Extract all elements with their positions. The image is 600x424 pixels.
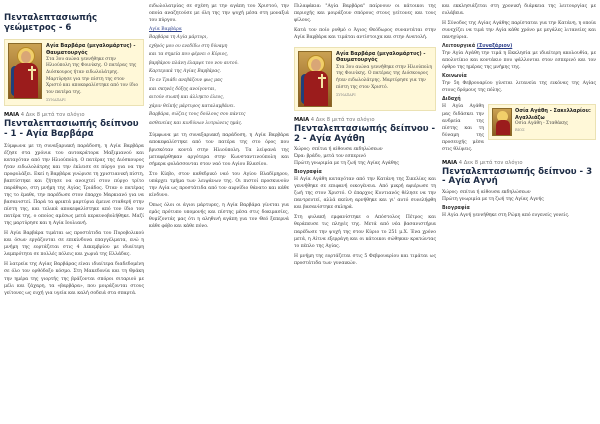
paragraph: και εκκλησιάζεται στη χρονική διάρκεια της λειτουργίας με ευλάβεια. <box>442 4 596 17</box>
saint-card[interactable] <box>4 39 144 106</box>
hymn: Βαρβάρα τη Αγία μάρτυρι, εχθρός μου ου ενεδίδω στη δύναμη και τα σημεία που φέρνει ο Κύριος, βαρβάρου πλάνη έλαμψε του νου αυτού. Καρτερικά της Αγίας Βαρβάρας. Το εν Τριάδι ανεβάζουν φως μας και σκηνές δόξης ανοίγονται, αιτούν σιωπή και άλληκτο έλεος, χάριν θεϊκής μάρτυρος καταλαμβάνει. Βαρβάρα, σώζεις τους δούλους σου πάντες ασθενείας και κινδύνων λυτρώνεις ημάς. <box>149 35 246 126</box>
icon-image <box>8 43 42 99</box>
column-1 <box>4 0 144 424</box>
card-description: Οσία Αγάθη - Σταθάκης <box>515 120 568 126</box>
paragraph: Κατά τον ποίο ρυθμό ο Άγιος Θεόδωρος συναντάται στην Αγία Βαρβάρα και τιμάται αντίστοιχα και στην Ανατολή. <box>294 28 436 41</box>
paragraph: Πιλαφάκια: "Αγία Βαρβάρα" παίρνουν οι κάτοικοι της περιοχής και μοιράζουν σπόρους στους γείτονες και τους φίλους. <box>294 4 436 24</box>
paragraph: Όπως όλοι οι άγιοι μάρτυρες, η Αγία Βαρβάρα γίνεται για εμάς πρότυπο υπομονής και πίστης μέσα στις δοκιμασίες, θυμίζοντάς μας ότι η αληθινή αγάπη για τον Θεό ξεπερνά κάθε φόβο και κάθε πόνο. <box>149 202 289 229</box>
article-title[interactable]: Πενταλεπτασιωπής δείπνου - 2 - Αγία Αγάθη <box>294 124 436 144</box>
paragraph: Την 5η Φεβρουαρίου γίνεται λιτανεία της εικόνας της Αγίας στους δρόμους της πόλης. <box>442 81 596 94</box>
post-meta: ΜΑΙΑ 4 Δεκ 8 μετά τον αλόγιο <box>442 159 523 166</box>
card-source: ΒΙΟΣ <box>515 128 525 133</box>
paragraph: Την Αγία Αγάθη την τιμά η Εκκλησία με ιδιαίτερη ακολουθία, με απολυτίκιο και κοντάκιο που ψάλλονται στον εσπερινό και τον όρθρο της ημέρας της μνήμης της. <box>442 51 596 71</box>
paragraph: Η Αγία Αγάθη μας διδάσκει την ανδρεία της πίστης και τη δύναμη της προσευχής μέσα στις θλίψεις. <box>442 104 484 152</box>
info-line: Ώρα: βράδυ, μετά τον εσπερινό <box>294 154 366 160</box>
paragraph: Η μνήμη της εορτάζεται στις 5 Φεβρουαρίου και τιμάται ως προστάτιδα των γυναικών. <box>294 253 436 266</box>
subheading: Βιογραφία <box>442 205 470 211</box>
card-title[interactable]: Αγία Βαρβάρα (μεγαλομάρτυς) - Θαυματουργός <box>46 43 136 56</box>
paragraph: Σύμφωνα με τη συναξαριακή παράδοση, η Αγία Βαρβάρα έζησε στα χρόνια του αυτοκράτορα Μαξιμιανού και καταγόταν από την Ηλιούπολη. Ο πατέρας της Διόσκουρος ήταν ειδωλολάτρης και την έκλεισε σε πύργο για να την προφυλάξει. Εκεί η Βαρβάρα γνώρισε τη χριστιανική πίστη, βαπτίστηκε και ζήτησε να ανοιχτεί στον πύργο τρίτο παράθυρο, στη μνήμη της Αγίας Τριάδος. Όταν ο πατέρας της το έμαθε, την παρέδωσε στον έπαρχο Μαρκιανό για να βασανιστεί. Παρά τα φρικτά μαρτύρια έμεινε σταθερή στην πίστη της, και τελικά αποκεφαλίστηκε από τον ίδιο τον πατέρα της, ο οποίος αμέσως μετά κεραυνοβολήθηκε. Μαζί της μαρτύρησε και η Αγία Ιουλιανή. <box>4 143 144 227</box>
saint-card[interactable] <box>294 47 436 111</box>
column-3 <box>294 0 436 424</box>
card-description: Στα 3ου αιώνα γεννήθηκε στην Ηλιούπολη της Φοινίκης. Ο πατέρας της Διόσκουρος ήταν ειδωλολάτρης. Μαρτύρησε για την πίστη της στον Χριστό και αποκεφαλίστηκε από τον ίδιο τον πατέρα της. <box>46 56 139 95</box>
section-title: Πενταλεπτασιωπής γεώμετρος - 6 <box>4 13 98 33</box>
subheading: Λειτουργικά (Συναξάριον) <box>442 44 513 50</box>
column-2 <box>149 0 289 424</box>
saint-card[interactable] <box>488 104 596 140</box>
column-4 <box>442 0 596 424</box>
paragraph: Η Σύνοδος της Αγίας Αγάθης παρίσταται για την Κατάνη, η οποία συνεχίζει να τιμά την Αγία κάθε χρόνο με μεγάλες λιτανείες και πανηγύρια. <box>442 21 596 41</box>
paragraph: Σύμφωνα με τη συναξαριακή παράδοση, η Αγία Βαρβάρα αποκεφαλίστηκε από τον πατέρα της στο όρος που βρισκόταν κοντά στην Ηλιούπολη. Τα λείψανά της μεταφέρθηκαν αργότερα στην Κωνσταντινούπολη και σήμερα φυλάσσονται στον ναό του Αγίου Βλασίου. <box>149 133 289 167</box>
paragraph: ειδωλολατρίας σε σχέση με την αγάπη του Χριστού, την οποία αναζητούσε με όλη της την ψυχή μέσα στη μοναξιά του πύργου. <box>149 4 289 24</box>
icon-image <box>492 108 512 136</box>
card-description: Στα 3ου αιώνα γεννήθηκε στην Ηλιούπολη της Φοινίκης. Ο πατέρας της Διόσκουρος ήταν ειδωλολάτρης. Μαρτύρησε για την πίστη της στον Χριστό. <box>336 64 432 90</box>
subheading: Κοινωνία <box>442 74 467 80</box>
paragraph: Στη φυλακή εμφανίστηκε ο Απόστολος Πέτρος και θεράπευσε τις πληγές της. Μετά από νέα βασανιστήρια παρέδωσε την ψυχή της στον Κύριο το 251 μ.Χ. Ένα χρόνο μετά, η Αίτνα εξερράγη και οι κάτοικοι σώθηκαν κρατώντας το πέπλο της Αγίας. <box>294 215 436 249</box>
paragraph: Η λατρεία της Αγίας Βαρβάρας είναι ιδιαίτερα διαδεδομένη σε όλο τον ορθόδοξο κόσμο. Στη Μακεδονία και τη Θράκη την ημέρα της γιορτής της βράζονται σπόροι σιταριού με μέλι και ζάχαρη, τα «βαρβάρα», που μοιράζονται στους γείτονες ως ευχή για υγεία και καλή σοδειά στα σπαρτά. <box>4 262 144 296</box>
paragraph: Η Αγία Αγνή γεννήθηκε στη Ρώμη από ευγενείς γονείς. <box>442 212 570 218</box>
card-title[interactable]: Αγία Βαρβάρα (μεγαλομάρτυς) - Θαυματουργός <box>336 51 426 64</box>
paragraph: Στο Κίεβο, στον καθεδρικό ναό του Αγίου Βλαδίμηρου, υπάρχει τμήμα των λειψάνων της. Οι πιστοί προσκυνούν την Αγία ως προστάτιδα από τον αιφνίδιο θάνατο και κάθε κίνδυνο. <box>149 171 289 198</box>
article-title[interactable]: Πενταλεπτασιωπής δείπνου - 1 - Αγία Βαρβάρα <box>4 119 139 140</box>
post-meta: ΜΑΙΑ 4 Δεκ 8 μετά τον αλόγιο <box>4 112 85 119</box>
card-source: ΣΥΝΑΞΑΡΙ <box>336 93 356 98</box>
info-line: Χώρος: σπίτια ή αίθουσα εκδηλώσεων <box>294 147 383 153</box>
icon-image <box>298 51 332 107</box>
paragraph: Η Αγία Αγάθη καταγόταν από την Κατάνη της Σικελίας και γεννήθηκε σε επιφανή οικογένεια. Από μικρή αφιέρωσε τη ζωή της στον Χριστό. Ο έπαρχος Κυντιανός θέλησε να την παντρευτεί, αλλά εκείνη αρνήθηκε και γι' αυτό συνελήφθη και βασανίστηκε σκληρά. <box>294 177 436 211</box>
info-line: Πρώτη γνωριμία με τη ζωή της Αγίας Αγνής <box>442 196 544 202</box>
link[interactable]: Αγία Βαρβάρα <box>149 27 182 33</box>
paragraph: Η Αγία Βαρβάρα τιμάται ως προστάτιδα του Πυροβολικού και όσων εργάζονται σε επικίνδυνα επαγγέλματα, ενώ η μνήμη της εορτάζεται στις 4 Δεκεμβρίου με ιδιαίτερη λαμπρότητα σε πολλές πόλεις και χωριά της Ελλάδας. <box>4 231 144 258</box>
post-meta: ΜΑΙΑ 4 Δεκ 8 μετά τον αλόγιο <box>294 117 375 124</box>
subheading: Βιογραφία <box>294 170 322 176</box>
card-source: ΣΥΝΑΞΑΡΙ <box>46 98 66 103</box>
info-line: Χώρος: σπίτια ή αίθουσα εκδηλώσεων <box>442 190 531 196</box>
article-title[interactable]: Πενταλεπτασιωπής δείπνου - 3 - Αγία Αγνή <box>442 166 593 187</box>
info-line: Πρώτη γνωριμία με τη ζωή της Αγίας Αγάθης <box>294 161 399 167</box>
card-title[interactable]: Οσία Αγάθη - Σακελλαρίου: Αγαλλιάζω <box>515 108 591 121</box>
subheading: Διδαχή <box>442 97 461 103</box>
